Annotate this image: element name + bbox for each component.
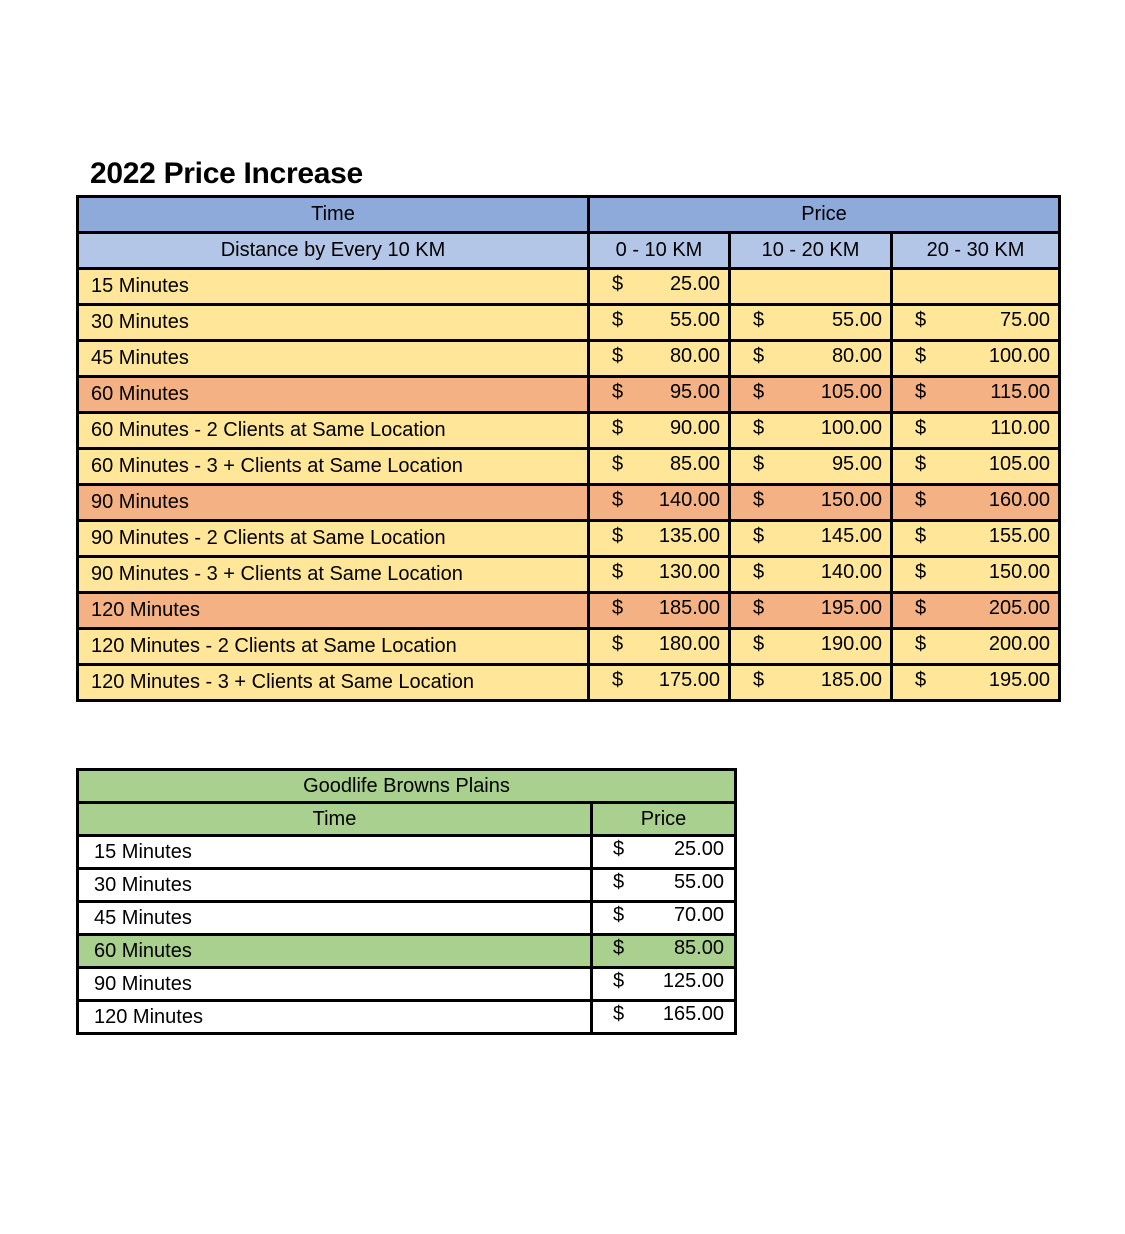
currency-symbol: $ xyxy=(915,309,927,331)
currency-symbol: $ xyxy=(612,417,624,439)
currency-symbol: $ xyxy=(753,345,765,367)
currency-symbol: $ xyxy=(753,309,765,331)
price-value: 195.00 xyxy=(820,597,882,619)
table-row xyxy=(78,968,736,1001)
price-cell xyxy=(892,269,1060,305)
currency-symbol: $ xyxy=(612,633,624,655)
price-value: 130.00 xyxy=(658,561,720,583)
price-cell xyxy=(592,935,736,968)
price-cell xyxy=(589,485,730,521)
column-header-0-10km: 0 - 10 KM xyxy=(589,233,730,269)
currency-symbol: $ xyxy=(753,489,765,511)
price-value: 55.00 xyxy=(673,871,724,893)
currency-symbol: $ xyxy=(613,838,625,860)
currency-symbol: $ xyxy=(612,453,624,475)
currency-symbol: $ xyxy=(613,871,625,893)
goodlife-price-table xyxy=(76,768,737,1035)
table-row xyxy=(78,377,1060,413)
price-cell xyxy=(589,305,730,341)
currency-symbol: $ xyxy=(915,453,927,475)
row-label: 45 Minutes xyxy=(78,341,589,377)
price-value: 55.00 xyxy=(831,309,882,331)
table-row xyxy=(78,485,1060,521)
header-time: Time xyxy=(78,197,589,233)
price-cell xyxy=(592,869,736,902)
currency-symbol: $ xyxy=(915,669,927,691)
row-label: 60 Minutes - 3 + Clients at Same Location xyxy=(78,449,589,485)
page-title: 2022 Price Increase xyxy=(90,157,363,190)
goodlife-header-time: Time xyxy=(78,803,592,836)
currency-symbol: $ xyxy=(753,381,765,403)
currency-symbol: $ xyxy=(753,633,765,655)
row-label: 15 Minutes xyxy=(78,836,592,869)
column-header-10-20km: 10 - 20 KM xyxy=(730,233,892,269)
column-header-20-30km: 20 - 30 KM xyxy=(892,233,1060,269)
price-value: 195.00 xyxy=(988,669,1051,691)
price-cell xyxy=(589,377,730,413)
price-value: 80.00 xyxy=(831,345,882,367)
price-table xyxy=(76,195,1061,702)
price-value: 190.00 xyxy=(820,633,882,655)
table-row xyxy=(78,269,1060,305)
price-cell xyxy=(730,557,892,593)
row-label: 120 Minutes xyxy=(78,1001,592,1034)
price-cell xyxy=(592,902,736,935)
price-cell xyxy=(730,629,892,665)
header-price: Price xyxy=(589,197,1060,233)
currency-symbol: $ xyxy=(612,309,624,331)
currency-symbol: $ xyxy=(915,345,927,367)
price-value: 135.00 xyxy=(658,525,720,547)
currency-symbol: $ xyxy=(753,417,765,439)
table-row xyxy=(78,593,1060,629)
price-cell xyxy=(589,557,730,593)
table-row xyxy=(78,902,736,935)
price-cell xyxy=(892,557,1060,593)
row-label: 90 Minutes xyxy=(78,968,592,1001)
price-value: 25.00 xyxy=(669,273,720,295)
price-cell xyxy=(892,341,1060,377)
price-value: 100.00 xyxy=(988,345,1051,367)
price-value: 150.00 xyxy=(988,561,1051,583)
row-label: 120 Minutes - 2 Clients at Same Location xyxy=(78,629,589,665)
table-row xyxy=(78,935,736,968)
currency-symbol: $ xyxy=(915,489,927,511)
row-label: 45 Minutes xyxy=(78,902,592,935)
price-cell xyxy=(589,665,730,701)
currency-symbol: $ xyxy=(915,561,927,583)
currency-symbol: $ xyxy=(612,597,624,619)
price-cell xyxy=(592,836,736,869)
subheader-distance: Distance by Every 10 KM xyxy=(78,233,589,269)
table-row xyxy=(78,521,1060,557)
currency-symbol: $ xyxy=(613,937,625,959)
price-cell xyxy=(592,1001,736,1034)
row-label: 90 Minutes xyxy=(78,485,589,521)
currency-symbol: $ xyxy=(753,597,765,619)
price-cell xyxy=(589,449,730,485)
price-cell xyxy=(892,665,1060,701)
table-row xyxy=(78,413,1060,449)
price-cell xyxy=(892,305,1060,341)
price-value: 100.00 xyxy=(820,417,882,439)
price-cell xyxy=(592,968,736,1001)
goodlife-header-price: Price xyxy=(592,803,736,836)
price-value: 110.00 xyxy=(990,417,1051,439)
currency-symbol: $ xyxy=(613,904,625,926)
price-value: 105.00 xyxy=(988,453,1051,475)
currency-symbol: $ xyxy=(915,633,927,655)
price-cell xyxy=(730,377,892,413)
price-value: 160.00 xyxy=(988,489,1051,511)
currency-symbol: $ xyxy=(612,489,624,511)
price-cell xyxy=(730,521,892,557)
row-label: 30 Minutes xyxy=(78,305,589,341)
price-cell xyxy=(892,485,1060,521)
price-cell xyxy=(730,665,892,701)
table-row xyxy=(78,1001,736,1034)
price-value: 80.00 xyxy=(669,345,720,367)
price-value: 180.00 xyxy=(658,633,720,655)
currency-symbol: $ xyxy=(753,561,765,583)
currency-symbol: $ xyxy=(915,525,927,547)
price-cell xyxy=(892,413,1060,449)
price-value: 145.00 xyxy=(820,525,882,547)
row-label: 15 Minutes xyxy=(78,269,589,305)
currency-symbol: $ xyxy=(915,417,927,439)
price-value: 125.00 xyxy=(662,970,724,992)
price-value: 150.00 xyxy=(820,489,882,511)
price-value: 85.00 xyxy=(669,453,720,475)
table-row xyxy=(78,449,1060,485)
price-value: 140.00 xyxy=(658,489,720,511)
currency-symbol: $ xyxy=(612,525,624,547)
price-value: 95.00 xyxy=(669,381,720,403)
price-cell xyxy=(892,377,1060,413)
price-value: 205.00 xyxy=(988,597,1051,619)
currency-symbol: $ xyxy=(753,525,765,547)
currency-symbol: $ xyxy=(915,597,927,619)
price-cell xyxy=(589,629,730,665)
price-cell xyxy=(589,593,730,629)
table-row xyxy=(78,341,1060,377)
table-row xyxy=(78,836,736,869)
row-label: 60 Minutes xyxy=(78,935,592,968)
table-row xyxy=(78,869,736,902)
row-label: 60 Minutes xyxy=(78,377,589,413)
price-value: 155.00 xyxy=(988,525,1051,547)
price-cell xyxy=(730,449,892,485)
currency-symbol: $ xyxy=(915,381,927,403)
price-cell xyxy=(892,629,1060,665)
currency-symbol: $ xyxy=(612,669,624,691)
currency-symbol: $ xyxy=(612,381,624,403)
price-value: 105.00 xyxy=(820,381,882,403)
table-row xyxy=(78,557,1060,593)
price-cell xyxy=(730,413,892,449)
row-label: 120 Minutes - 3 + Clients at Same Location xyxy=(78,665,589,701)
price-value: 95.00 xyxy=(831,453,882,475)
price-value: 55.00 xyxy=(669,309,720,331)
currency-symbol: $ xyxy=(753,669,765,691)
currency-symbol: $ xyxy=(612,273,624,295)
price-cell xyxy=(730,305,892,341)
price-cell xyxy=(730,341,892,377)
price-value: 165.00 xyxy=(662,1003,724,1025)
row-label: 30 Minutes xyxy=(78,869,592,902)
row-label: 90 Minutes - 3 + Clients at Same Location xyxy=(78,557,589,593)
price-value: 75.00 xyxy=(999,309,1051,331)
row-label: 90 Minutes - 2 Clients at Same Location xyxy=(78,521,589,557)
table-row xyxy=(78,629,1060,665)
price-value: 200.00 xyxy=(988,633,1051,655)
table-row xyxy=(78,665,1060,701)
price-cell xyxy=(589,341,730,377)
price-value: 25.00 xyxy=(673,838,724,860)
price-value: 175.00 xyxy=(658,669,720,691)
currency-symbol: $ xyxy=(612,561,624,583)
price-cell xyxy=(892,593,1060,629)
currency-symbol: $ xyxy=(612,345,624,367)
price-cell xyxy=(589,521,730,557)
price-value: 115.00 xyxy=(990,381,1051,403)
price-cell xyxy=(730,485,892,521)
price-value: 185.00 xyxy=(820,669,882,691)
price-cell xyxy=(730,593,892,629)
price-value: 185.00 xyxy=(658,597,720,619)
price-cell xyxy=(892,449,1060,485)
row-label: 60 Minutes - 2 Clients at Same Location xyxy=(78,413,589,449)
currency-symbol: $ xyxy=(613,1003,625,1025)
price-value: 85.00 xyxy=(673,937,724,959)
price-value: 90.00 xyxy=(669,417,720,439)
table-row xyxy=(78,305,1060,341)
price-value: 70.00 xyxy=(673,904,724,926)
price-cell xyxy=(589,413,730,449)
price-cell xyxy=(589,269,730,305)
currency-symbol: $ xyxy=(613,970,625,992)
price-cell xyxy=(892,521,1060,557)
goodlife-title: Goodlife Browns Plains xyxy=(78,770,736,803)
currency-symbol: $ xyxy=(753,453,765,475)
row-label: 120 Minutes xyxy=(78,593,589,629)
price-cell xyxy=(730,269,892,305)
price-value: 140.00 xyxy=(820,561,882,583)
